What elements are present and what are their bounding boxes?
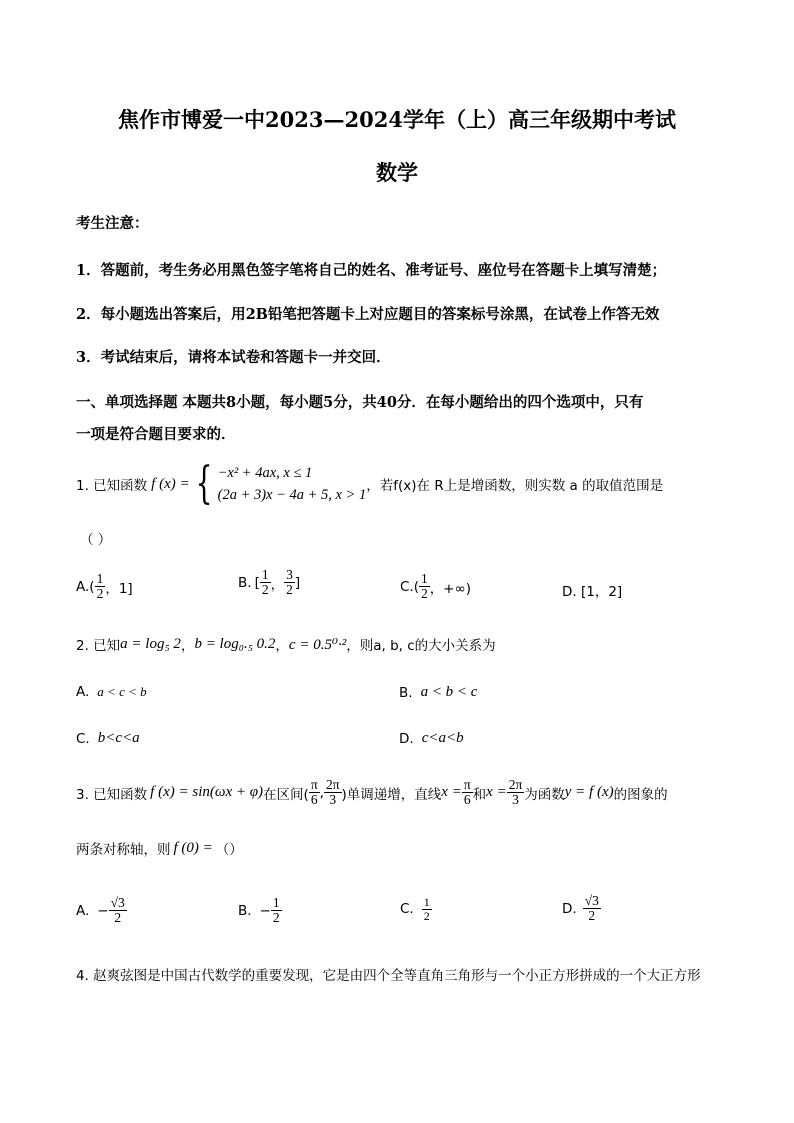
q1-option-c-fraction: $\frac{1}{2}$ <box>421 571 428 602</box>
q1-answer-paren: （ ） <box>80 532 112 548</box>
question-1-stem <box>76 458 664 510</box>
q3-axis-1: $\frac{\pi}{6}$ <box>463 777 471 808</box>
q2-option-d: D. c<a<b <box>399 730 464 747</box>
q1-option-b: B. [ $\frac{1}{2}$ ， $\frac{3}{2}$ ] <box>238 567 301 598</box>
q3-option-d: D. $\frac{√3}{2}$ <box>562 893 599 924</box>
q1-option-d: D. [1，2] <box>562 584 623 600</box>
q1-fx: f (x) = <box>151 475 190 492</box>
q3-option-b: B. − $\frac{1}{2}$ <box>238 895 280 926</box>
q1-option-a-fraction: $\frac{1}{2}$ <box>96 571 104 602</box>
notice-item-1: 1．答题前，考生务必用黑色签字笔将自己的姓名、准考证号、座位号在答题卡上填写清楚； <box>76 262 667 279</box>
q2-c-def: c = 0.5⁰·² <box>288 636 347 653</box>
q3-option-a: A. − $\frac{√3}{2}$ <box>76 895 125 926</box>
q3-interval-start: $\frac{\pi}{6}$ <box>310 777 318 808</box>
section-1-line-2: 一项是符合题目要求的． <box>76 426 236 443</box>
q2-option-b: B. a < b < c <box>399 684 478 701</box>
question-2-stem: 2. 已知 a = log₅ 2 ， b = log₀.₅ 0.2 ， c = 0.5⁰·² ，则a, b, c的大小关系为 <box>76 635 496 654</box>
question-3-stem: 3. 已知函数 f (x) = sin(ωx + φ) 在区间( $\frac{\pi}{6}$ , $\frac{2\pi}{3}$ )单调递增，直线 x = $\frac{\pi}{6}$ 和 x = $\frac{2\pi}{3}$ 为函数 y = f (x) 的图象的 <box>76 777 668 808</box>
q3-option-a-fraction: $\frac{√3}{2}$ <box>110 895 125 926</box>
q3-option-c-fraction: $\frac{1}{2}$ <box>423 895 430 923</box>
q1-cases <box>218 462 367 507</box>
q1-case-2: (2a + 3)x − 4a + 5, x > 1 <box>217 487 367 504</box>
q3-interval-end: $\frac{2\pi}{3}$ <box>325 777 340 808</box>
q1-option-b-fraction-2: $\frac{3}{2}$ <box>286 567 293 598</box>
notice-item-3: 3．考试结束后，请将本试卷和答题卡一并交回． <box>76 349 391 366</box>
q3-option-d-fraction: $\frac{√3}{2}$ <box>584 893 599 924</box>
notice-item-2: 2．每小题选出答案后，用2B铅笔把答题卡上对应题目的答案标号涂黑，在试卷上作答无效 <box>76 306 660 323</box>
q1-option-a: A. ( $\frac{1}{2}$ ，1] <box>76 571 133 602</box>
question-3-stem-line-2: 两条对称轴，则 f (0) = （） <box>76 839 243 858</box>
q1-suffix: ，若f(x)在 R上是增函数，则实数 a 的取值范围是 <box>366 478 664 495</box>
q1-case-1: −x² + 4ax, x ≤ 1 <box>217 465 313 481</box>
q3-function: f (x) = sin(ωx + φ) <box>150 784 264 801</box>
question-4-stem: 4. 赵爽弦图是中国古代数学的重要发现，它是由四个全等直角三角形与一个小正方形拼成的一个大正方形 <box>76 968 701 984</box>
q3-option-c: C. $\frac{1}{2}$ <box>400 895 430 923</box>
q2-option-c: C. b<c<a <box>76 730 140 747</box>
section-1-line-1: 一、单项选择题 本题共8小题，每小题5分，共40分．在每小题给出的四个选项中，只有 <box>76 394 644 411</box>
q1-prefix: 1. 已知函数 <box>76 478 148 495</box>
q3-option-b-fraction: $\frac{1}{2}$ <box>272 895 280 926</box>
q1-option-b-fraction-1: $\frac{1}{2}$ <box>261 567 269 598</box>
q1-option-c: C. ( $\frac{1}{2}$ ，+∞) <box>400 571 472 602</box>
q2-option-a: A. a < c < b <box>76 684 147 700</box>
q1-brace: { <box>195 458 213 510</box>
q3-axis-2: $\frac{2\pi}{3}$ <box>508 777 523 808</box>
q2-a-def: a = log₅ 2 <box>120 635 181 652</box>
exam-subject: 数学 <box>376 160 418 185</box>
notice-heading: 考生注意： <box>76 215 149 232</box>
exam-title: 焦作市博爱一中2023—2024学年（上）高三年级期中考试 <box>118 107 676 132</box>
q2-b-def: b = log₀.₅ 0.2 <box>194 635 276 652</box>
